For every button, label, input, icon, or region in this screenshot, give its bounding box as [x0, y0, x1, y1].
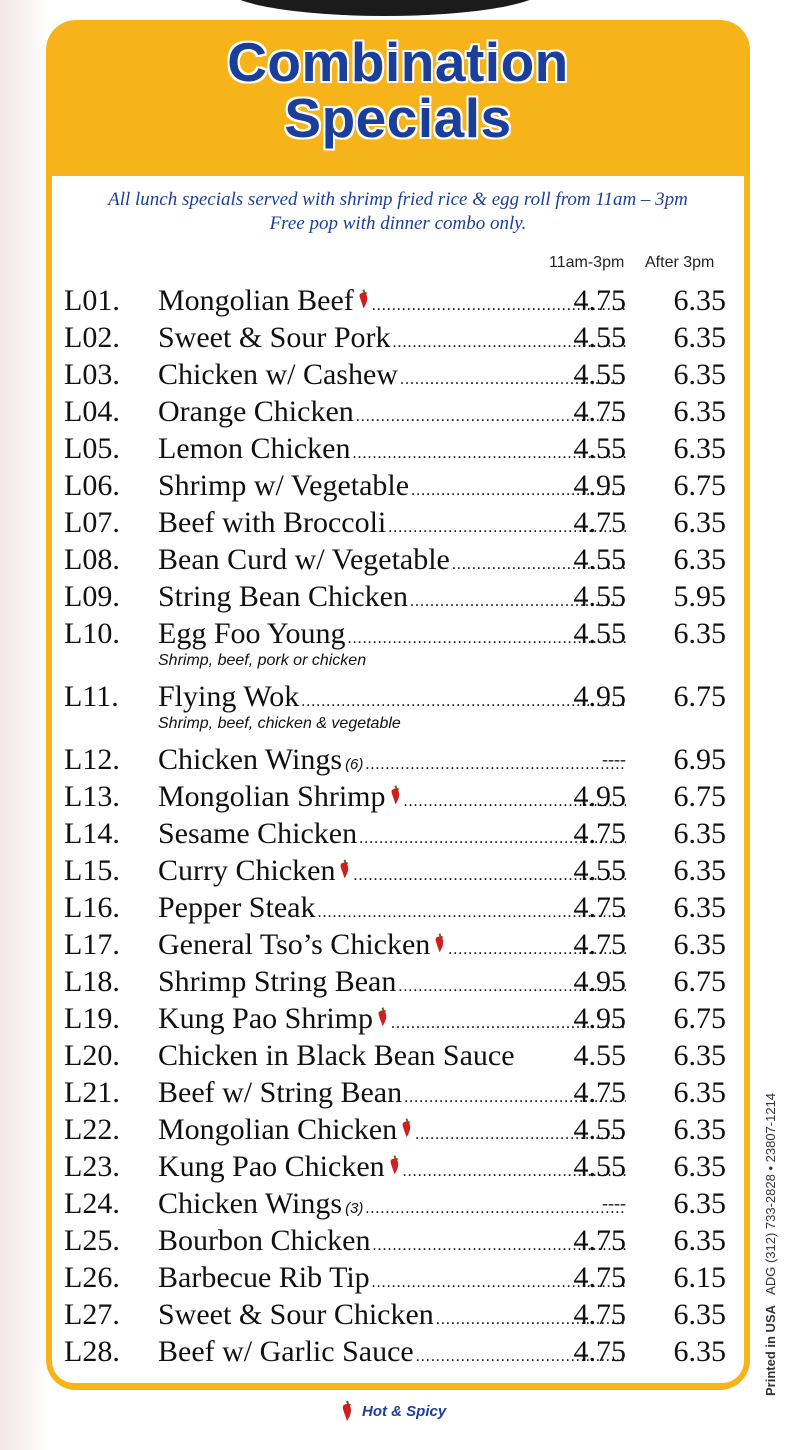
price-dinner: 6.35 — [673, 1076, 726, 1109]
chili-pepper-icon — [388, 1154, 401, 1176]
item-code: L10. — [64, 617, 120, 650]
background-texture — [0, 0, 48, 1450]
menu-list — [64, 282, 744, 1370]
item-code: L16. — [64, 891, 120, 924]
item-code: L12. — [64, 743, 120, 776]
price-dinner: 6.15 — [673, 1261, 726, 1294]
menu-item — [64, 615, 744, 678]
price-dinner: 6.75 — [673, 965, 726, 998]
price-dinner: 6.35 — [673, 432, 726, 465]
price-dinner: 6.35 — [673, 1224, 726, 1257]
item-code: L20. — [64, 1039, 120, 1072]
item-line — [158, 1148, 628, 1185]
item-code: L18. — [64, 965, 120, 998]
item-code: L23. — [64, 1150, 120, 1183]
item-line — [158, 1000, 628, 1037]
menu-item — [64, 430, 744, 467]
price-lunch: 4.75 — [573, 1224, 626, 1257]
chili-pepper-icon — [338, 858, 351, 880]
item-line — [158, 1037, 628, 1074]
chili-pepper-icon — [357, 288, 370, 310]
item-name: Flying Wok — [158, 680, 300, 713]
item-line — [158, 1111, 628, 1148]
item-line — [158, 1259, 628, 1296]
menu-item — [64, 778, 744, 815]
menu-item — [64, 467, 744, 504]
price-lunch: 4.95 — [573, 469, 626, 502]
item-name: Mongolian Chicken — [158, 1113, 398, 1146]
column-header-lunch: 11am-3pm — [549, 254, 625, 271]
price-dinner: 6.75 — [673, 1002, 726, 1035]
item-code: L14. — [64, 817, 120, 850]
menu-item — [64, 926, 744, 963]
item-line — [158, 356, 628, 393]
menu-item — [64, 1000, 744, 1037]
printer-credit — [763, 1093, 778, 1396]
item-code: L07. — [64, 506, 120, 539]
item-name: Mongolian Shrimp — [158, 780, 386, 813]
legend-label: Hot & Spicy — [362, 1402, 447, 1420]
menu-item — [64, 889, 744, 926]
item-line — [158, 678, 628, 715]
item-line — [158, 1296, 628, 1333]
price-dinner: 6.95 — [673, 743, 726, 776]
item-name: Orange Chicken — [158, 395, 354, 428]
chili-pepper-icon — [400, 1117, 413, 1139]
item-code: L28. — [64, 1335, 120, 1368]
item-name: General Tso’s Chicken — [158, 928, 431, 961]
price-lunch: 4.75 — [573, 1076, 626, 1109]
item-name: Kung Pao Chicken — [158, 1150, 385, 1183]
price-lunch: 4.75 — [573, 1298, 626, 1331]
item-code: L25. — [64, 1224, 120, 1257]
item-line — [158, 393, 628, 430]
item-pieces: (6) — [345, 756, 364, 773]
price-lunch: 4.55 — [573, 617, 626, 650]
menu-item — [64, 1259, 744, 1296]
item-name: Mongolian Beef — [158, 284, 354, 317]
price-lunch: 4.75 — [573, 395, 626, 428]
item-name: Beef w/ Garlic Sauce — [158, 1335, 414, 1368]
price-dinner: 6.35 — [673, 1187, 726, 1220]
item-code: L24. — [64, 1187, 120, 1220]
item-pieces: (3) — [345, 1200, 364, 1217]
price-dinner: 6.75 — [673, 780, 726, 813]
menu-item — [64, 504, 744, 541]
item-line — [158, 741, 628, 778]
item-line — [158, 815, 628, 852]
price-dinner: 6.35 — [673, 506, 726, 539]
menu-item — [64, 1333, 744, 1370]
price-dinner: 6.75 — [673, 680, 726, 713]
item-name: Chicken in Black Bean Sauce — [158, 1039, 515, 1072]
item-code: L22. — [64, 1113, 120, 1146]
page-title — [46, 31, 750, 149]
chili-pepper-icon — [340, 1400, 354, 1422]
chili-pepper-icon — [376, 1006, 389, 1028]
item-name: Shrimp w/ Vegetable — [158, 469, 410, 502]
chili-pepper-icon — [389, 784, 402, 806]
price-lunch: 4.55 — [573, 543, 626, 576]
item-name: Bean Curd w/ Vegetable — [158, 543, 450, 576]
price-dinner: 6.75 — [673, 469, 726, 502]
item-line — [158, 578, 628, 615]
item-code: L04. — [64, 395, 120, 428]
item-code: L26. — [64, 1261, 120, 1294]
item-code: L02. — [64, 321, 120, 354]
item-name: Chicken Wings — [158, 743, 343, 776]
menu-item — [64, 356, 744, 393]
item-name: Bourbon Chicken — [158, 1224, 371, 1257]
menu-item — [64, 678, 744, 741]
menu-item — [64, 393, 744, 430]
price-lunch: 4.75 — [573, 1261, 626, 1294]
price-dinner: 6.35 — [673, 854, 726, 887]
item-code: L08. — [64, 543, 120, 576]
price-lunch: ---- — [602, 749, 626, 769]
item-code: L05. — [64, 432, 120, 465]
price-dinner: 6.35 — [673, 358, 726, 391]
price-dinner: 6.35 — [673, 543, 726, 576]
menu-item — [64, 319, 744, 356]
chili-pepper-icon — [433, 932, 446, 954]
item-line — [158, 889, 628, 926]
item-code: L01. — [64, 284, 120, 317]
price-dinner: 6.35 — [673, 1298, 726, 1331]
item-description: Shrimp, beef, pork or chicken — [158, 652, 367, 669]
item-code: L09. — [64, 580, 120, 613]
price-lunch: 4.75 — [573, 817, 626, 850]
item-line — [158, 963, 628, 1000]
note-line-1: All lunch specials served with shrimp fried rice & egg roll from 11am – 3pm — [108, 189, 688, 210]
price-lunch: 4.55 — [573, 1039, 626, 1072]
price-dinner: 6.35 — [673, 928, 726, 961]
item-name: Beef with Broccoli — [158, 506, 387, 539]
item-line — [158, 852, 628, 889]
price-lunch: 4.95 — [573, 780, 626, 813]
item-name: Barbecue Rib Tip — [158, 1261, 370, 1294]
price-dinner: 6.35 — [673, 1335, 726, 1368]
item-name: Pepper Steak — [158, 891, 316, 924]
menu-item — [64, 282, 744, 319]
item-line — [158, 926, 628, 963]
price-lunch: 4.95 — [573, 1002, 626, 1035]
item-line — [158, 1222, 628, 1259]
price-lunch: 4.95 — [573, 680, 626, 713]
item-line — [158, 1333, 628, 1370]
price-dinner: 5.95 — [673, 580, 726, 613]
menu-item — [64, 578, 744, 615]
item-line — [158, 778, 628, 815]
price-lunch: 4.55 — [573, 321, 626, 354]
price-dinner: 6.35 — [673, 1113, 726, 1146]
printed-in: Printed in USA — [763, 1304, 778, 1396]
printer-code: ADG (312) 733-2828 • 23807-1214 — [763, 1092, 778, 1295]
price-lunch: 4.55 — [573, 854, 626, 887]
price-lunch: 4.55 — [573, 580, 626, 613]
item-line — [158, 504, 628, 541]
item-name: Sweet & Sour Pork — [158, 321, 391, 354]
item-line — [158, 541, 628, 578]
item-name: String Bean Chicken — [158, 580, 408, 613]
item-line — [158, 1074, 628, 1111]
item-code: L03. — [64, 358, 120, 391]
item-name: Egg Foo Young — [158, 617, 346, 650]
price-lunch: 4.55 — [573, 432, 626, 465]
note-line-2: Free pop with dinner combo only. — [269, 213, 527, 234]
menu-item — [64, 852, 744, 889]
item-code: L11. — [64, 680, 119, 713]
price-dinner: 6.35 — [673, 1039, 726, 1072]
menu-item — [64, 1074, 744, 1111]
item-name: Kung Pao Shrimp — [158, 1002, 374, 1035]
menu-item — [64, 963, 744, 1000]
item-name: Curry Chicken — [158, 854, 336, 887]
item-code: L15. — [64, 854, 120, 887]
menu-item — [64, 1111, 744, 1148]
item-name: Sesame Chicken — [158, 817, 358, 850]
menu-item — [64, 1037, 744, 1074]
price-dinner: 6.35 — [673, 284, 726, 317]
price-lunch: 4.95 — [573, 965, 626, 998]
price-dinner: 6.35 — [673, 617, 726, 650]
menu-item — [64, 1296, 744, 1333]
item-name: Beef w/ String Bean — [158, 1076, 403, 1109]
item-line — [158, 467, 628, 504]
item-line — [158, 1185, 628, 1222]
item-name: Chicken w/ Cashew — [158, 358, 398, 391]
item-code: L13. — [64, 780, 120, 813]
price-dinner: 6.35 — [673, 395, 726, 428]
price-lunch: 4.55 — [573, 358, 626, 391]
menu-item — [64, 815, 744, 852]
item-line — [158, 319, 628, 356]
item-line — [158, 430, 628, 467]
price-dinner: 6.35 — [673, 891, 726, 924]
item-name: Sweet & Sour Chicken — [158, 1298, 434, 1331]
item-name: Chicken Wings — [158, 1187, 343, 1220]
item-code: L27. — [64, 1298, 120, 1331]
price-lunch: 4.75 — [573, 891, 626, 924]
item-code: L19. — [64, 1002, 120, 1035]
menu-item — [64, 541, 744, 578]
price-dinner: 6.35 — [673, 321, 726, 354]
menu-item — [64, 1148, 744, 1185]
price-lunch: 4.75 — [573, 284, 626, 317]
menu-item — [64, 1185, 744, 1222]
item-name: Shrimp String Bean — [158, 965, 397, 998]
price-lunch: 4.75 — [573, 928, 626, 961]
item-code: L21. — [64, 1076, 120, 1109]
menu-item — [64, 1222, 744, 1259]
title-line-2: Specials — [284, 87, 512, 149]
item-line — [158, 282, 628, 319]
column-header-dinner: After 3pm — [645, 254, 715, 271]
title-line-1: Combination — [227, 31, 569, 93]
menu-item — [64, 741, 744, 778]
price-dinner: 6.35 — [673, 817, 726, 850]
lunch-notes — [52, 188, 744, 236]
price-lunch: 4.55 — [573, 1113, 626, 1146]
price-lunch: ---- — [602, 1193, 626, 1213]
price-dinner: 6.35 — [673, 1150, 726, 1183]
price-lunch: 4.75 — [573, 1335, 626, 1368]
top-decoration — [225, 0, 545, 16]
item-name: Lemon Chicken — [158, 432, 351, 465]
price-lunch: 4.75 — [573, 506, 626, 539]
item-line — [158, 615, 628, 652]
item-code: L17. — [64, 928, 120, 961]
price-lunch: 4.55 — [573, 1150, 626, 1183]
item-description: Shrimp, beef, chicken & vegetable — [158, 715, 401, 732]
item-code: L06. — [64, 469, 120, 502]
spicy-legend — [340, 1400, 446, 1422]
